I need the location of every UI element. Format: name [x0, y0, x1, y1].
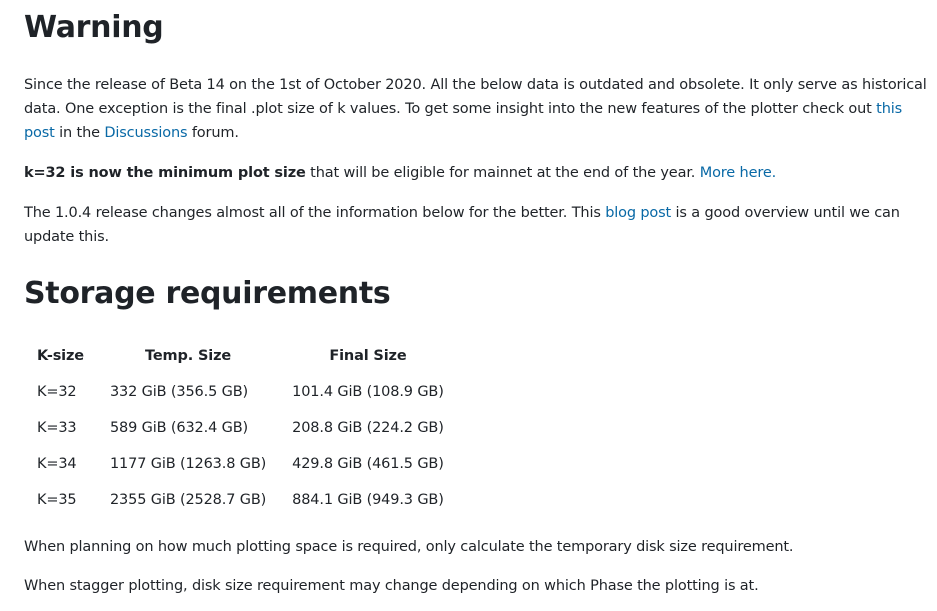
k-size-cell: K=35: [37, 492, 77, 508]
storage-heading: Storage requirements: [24, 276, 391, 311]
storage-table: [24, 338, 457, 518]
release-text-a: The 1.0.4 release changes almost all of the information below for the better. This: [24, 205, 606, 221]
temp-size-cell: 332 GiB (356.5 GB): [109, 384, 248, 400]
notice-text-a: Since the release of Beta 14 on the 1st of October 2020. All the below data is outdated and obsolete. It only serve as historical data. One exception is the final .plot size of k values. To get some insight into the new features of the plotter check out: [24, 77, 927, 117]
warning-heading: Warning: [24, 10, 164, 45]
column-header-temp-size: Temp. Size: [145, 348, 232, 364]
temp-size-cell: 589 GiB (632.4 GB): [109, 420, 248, 436]
this-post-link[interactable]: this post: [24, 101, 903, 141]
minimum-plot-paragraph: [24, 161, 929, 185]
table-row: [24, 446, 457, 482]
minimum-plot-text: that will be eligible for mainnet at the end of the year.: [305, 165, 700, 181]
column-header-k-size: K-size: [37, 348, 84, 364]
k-size-cell: K=34: [37, 456, 77, 472]
notice-text-b: in the: [54, 125, 105, 141]
temp-size-cell: 1177 GiB (1263.8 GB): [109, 456, 267, 472]
table-row: [24, 410, 457, 446]
minimum-plot-bold: k=32 is now the minimum plot size: [24, 165, 306, 181]
outdated-notice-paragraph: [24, 73, 929, 145]
planning-note: When planning on how much plotting space is required, only calculate the temporary disk size requirement.: [24, 539, 794, 555]
final-size-cell: 101.4 GiB (108.9 GB): [292, 384, 444, 400]
table-row: [24, 374, 457, 410]
table-header-row: [24, 338, 457, 374]
stagger-note: When stagger plotting, disk size requirement may change depending on which Phase the plotting is at.: [24, 578, 759, 594]
blog-post-link[interactable]: blog post: [605, 205, 672, 221]
k-size-cell: K=32: [37, 384, 77, 400]
k-size-cell: K=33: [37, 420, 77, 436]
final-size-cell: 429.8 GiB (461.5 GB): [292, 456, 444, 472]
temp-size-cell: 2355 GiB (2528.7 GB): [109, 492, 267, 508]
discussions-link[interactable]: Discussions: [104, 125, 188, 141]
release-paragraph: [24, 201, 929, 249]
column-header-final-size: Final Size: [329, 348, 407, 364]
more-here-link[interactable]: More here.: [699, 165, 777, 181]
release-text-b: is a good overview until we can update this.: [24, 205, 900, 245]
notice-text-c: forum.: [187, 125, 239, 141]
table-row: [24, 482, 457, 518]
final-size-cell: 884.1 GiB (949.3 GB): [292, 492, 444, 508]
final-size-cell: 208.8 GiB (224.2 GB): [292, 420, 444, 436]
